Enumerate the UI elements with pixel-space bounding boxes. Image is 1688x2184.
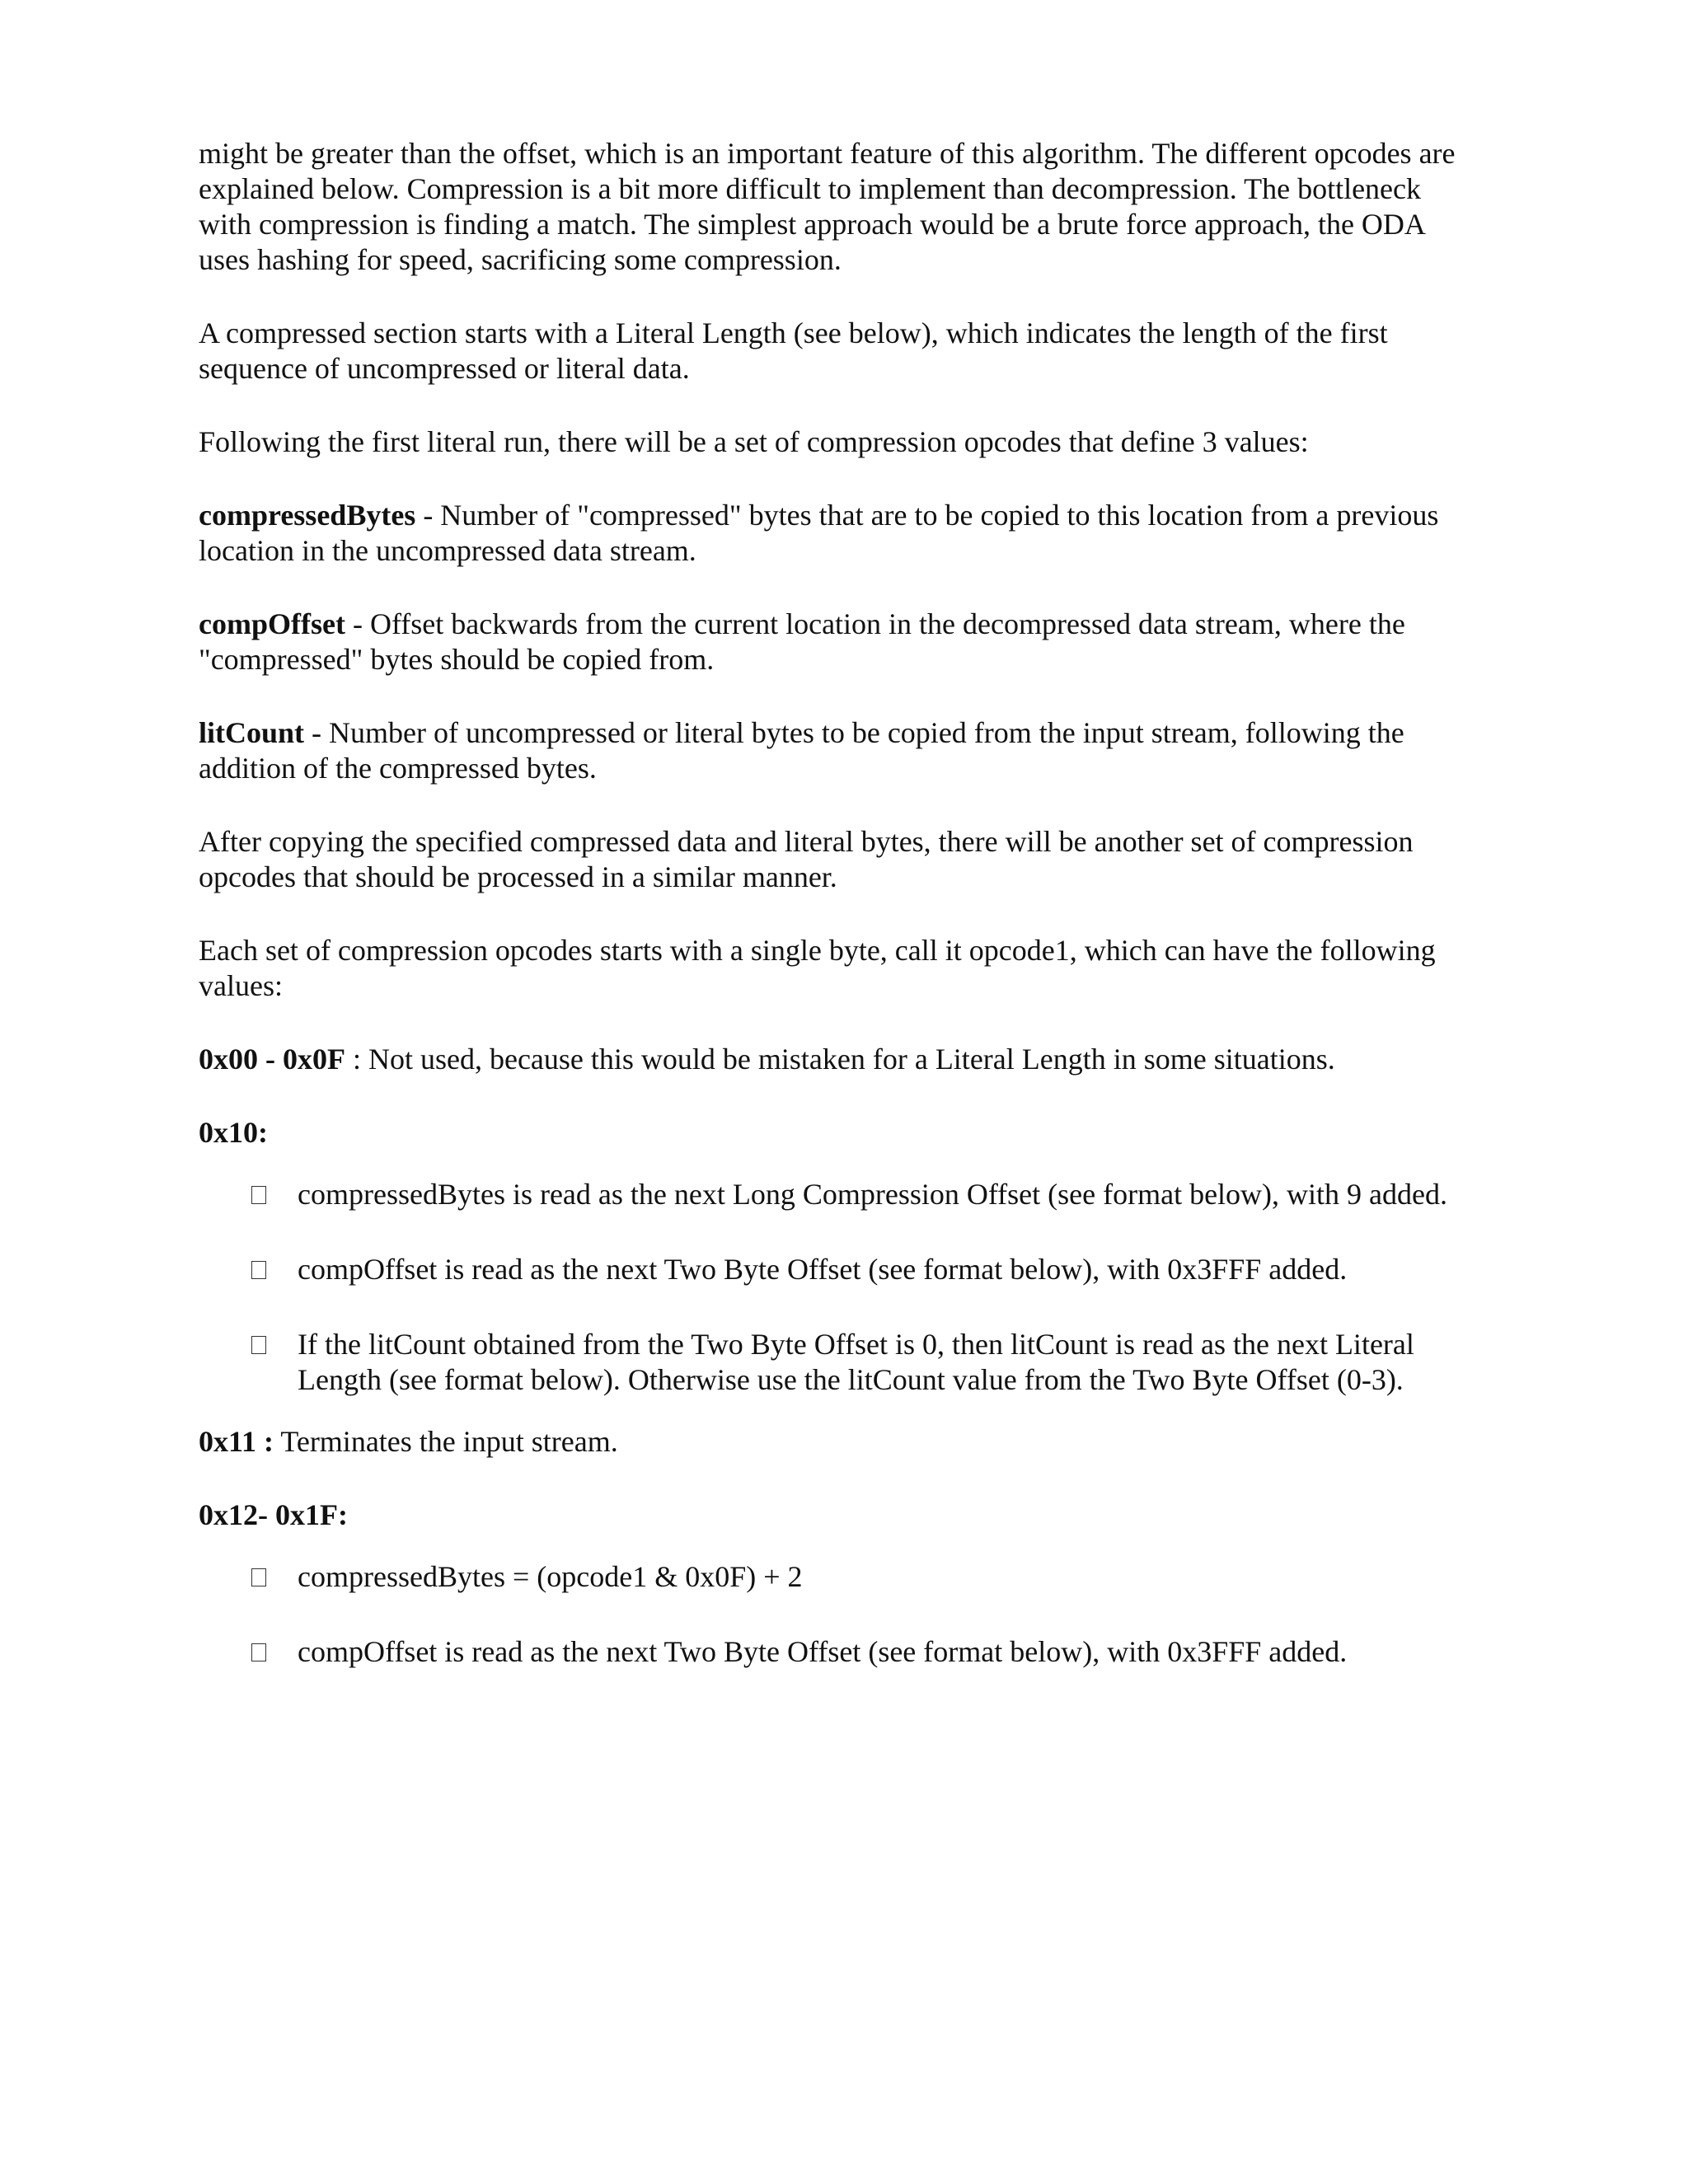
- definition-compressed-bytes: [199, 498, 1468, 569]
- definition-text: - Number of "compressed" bytes that are to be copied to this location from a previous location in the uncompressed data stream.: [199, 499, 1439, 567]
- intro-paragraph: might be greater than the offset, which is an important feature of this algorithm. The different opcodes are explained below. Compression is a bit more difficult to implement than decompression. The bottleneck with compression is finding a match. The simplest approach would be a brute force approach, the ODA uses hashing for speed, sacrificing some compression.: [199, 137, 1456, 276]
- list-item-text: If the litCount obtained from the Two Byte Offset is 0, then litCount is read as the next Literal Length (see format below). Otherwise use the litCount value from the Two Byte Offset (0-3).: [298, 1328, 1414, 1396]
- opcode-0x12-list: [199, 1559, 1468, 1670]
- checkbox-glyph-icon: [251, 1261, 266, 1279]
- definition-term: compressedBytes: [199, 499, 416, 532]
- list-item-text: compOffset is read as the next Two Byte Offset (see format below), with 0x3FFF added.: [298, 1253, 1348, 1286]
- definition-term: litCount: [199, 716, 305, 749]
- opcode-code: 0x10:: [199, 1116, 268, 1149]
- list-item: [199, 1177, 1468, 1212]
- list-item-text: compressedBytes = (opcode1 & 0x0F) + 2: [298, 1560, 803, 1593]
- opcode-range-0x00: [199, 1042, 1468, 1077]
- opcode-0x10-heading: [199, 1115, 1468, 1151]
- definition-text: - Offset backwards from the current location in the decompressed data stream, where the "compressed" bytes should be copied from.: [199, 607, 1405, 676]
- each-set-paragraph: Each set of compression opcodes starts with a single byte, call it opcode1, which can have the following values:: [199, 934, 1436, 1002]
- opcode-text: : Not used, because this would be mistaken for a Literal Length in some situations.: [345, 1043, 1335, 1076]
- opcode-code: 0x00 - 0x0F: [199, 1043, 345, 1076]
- definition-term: compOffset: [199, 607, 345, 640]
- list-item: [199, 1327, 1468, 1398]
- opcode-code: 0x12- 0x1F:: [199, 1498, 348, 1531]
- opcode-0x10-list: [199, 1177, 1468, 1398]
- list-item: [199, 1252, 1468, 1287]
- opcode-text: Terminates the input stream.: [274, 1425, 618, 1458]
- checkbox-glyph-icon: [251, 1643, 266, 1661]
- document-page: [199, 136, 1468, 1696]
- checkbox-glyph-icon: [251, 1568, 266, 1586]
- list-item: [199, 1559, 1468, 1595]
- checkbox-glyph-icon: [251, 1336, 266, 1354]
- opcode-0x11: [199, 1424, 1468, 1460]
- following-paragraph: Following the first literal run, there will be a set of compression opcodes that define 3 values:: [199, 425, 1309, 458]
- compressed-section-paragraph: A compressed section starts with a Literal Length (see below), which indicates the length of the first sequence of uncompressed or literal data.: [199, 316, 1388, 385]
- definition-lit-count: [199, 715, 1468, 786]
- checkbox-glyph-icon: [251, 1186, 266, 1204]
- definition-comp-offset: [199, 607, 1468, 677]
- opcode-code: 0x11 :: [199, 1425, 274, 1458]
- list-item: [199, 1634, 1468, 1670]
- list-item-text: compressedBytes is read as the next Long Compression Offset (see format below), with 9 added.: [298, 1178, 1447, 1211]
- after-copying-paragraph: After copying the specified compressed data and literal bytes, there will be another set of compression opcodes that should be processed in a similar manner.: [199, 825, 1414, 893]
- opcode-0x12-heading: [199, 1497, 1468, 1533]
- list-item-text: compOffset is read as the next Two Byte Offset (see format below), with 0x3FFF added.: [298, 1635, 1348, 1668]
- definition-text: - Number of uncompressed or literal bytes to be copied from the input stream, following the addition of the compressed bytes.: [199, 716, 1404, 785]
